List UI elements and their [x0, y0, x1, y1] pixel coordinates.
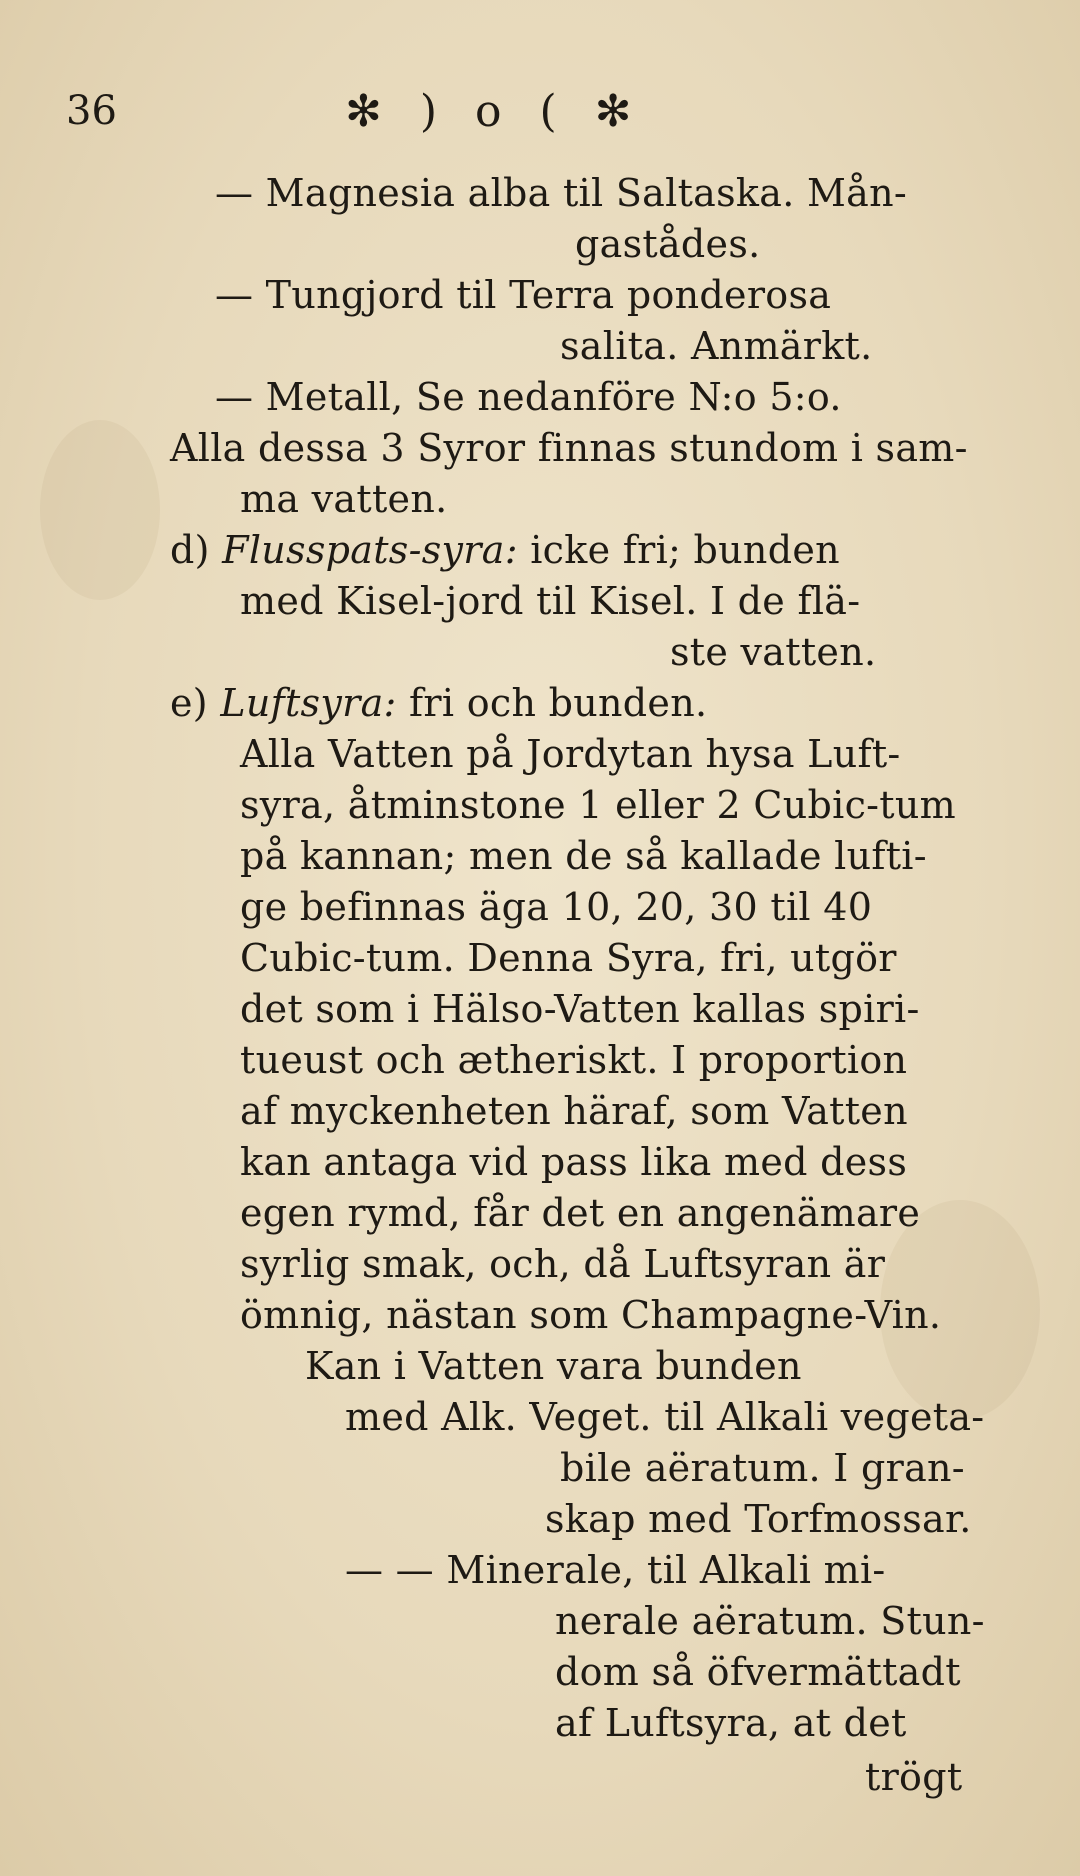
- page-header: [0, 82, 1080, 142]
- text-line: — Tungjord til Terra ponderosa: [215, 273, 832, 317]
- entry-term: Luftsyra:: [220, 681, 397, 725]
- entry-label: e): [170, 681, 208, 725]
- page-number: 36: [66, 88, 117, 134]
- text-line: tueust och ætheriskt. I proportion: [240, 1038, 908, 1082]
- text-line: nerale aëratum. Stun-: [555, 1599, 985, 1643]
- text-line: af myckenheten häraf, som Vatten: [240, 1089, 908, 1133]
- text-line: egen rymd, får det en angenämare: [240, 1191, 921, 1235]
- text-line: — Magnesia alba til Saltaska. Mån-: [215, 171, 908, 215]
- text-line: med Alk. Veget. til Alkali vegeta-: [345, 1395, 985, 1439]
- text-line: Alla dessa 3 Syror finnas stundom i sam-: [170, 426, 968, 470]
- text-line: Kan i Vatten vara bunden: [305, 1344, 802, 1388]
- text-line: Alla Vatten på Jordytan hysa Luft-: [240, 732, 901, 776]
- text-line: af Luftsyra, at det: [555, 1701, 907, 1745]
- text-line: Cubic-tum. Denna Syra, fri, utgör: [240, 936, 897, 980]
- text-line: syrlig smak, och, då Luftsyran är: [240, 1242, 886, 1286]
- entry-line-e: [170, 680, 707, 726]
- catchword: trögt: [865, 1755, 963, 1799]
- text-line: kan antaga vid pass lika med dess: [240, 1140, 908, 1184]
- text-line: salita. Anmärkt.: [560, 324, 873, 368]
- entry-text: icke fri; bunden: [517, 528, 840, 572]
- text-line: gastådes.: [575, 222, 761, 266]
- text-line: bile aëratum. I gran-: [560, 1446, 965, 1490]
- text-line: — Metall, Se nedanföre N:o 5:o.: [215, 375, 842, 419]
- text-line: ma vatten.: [240, 477, 448, 521]
- text-line: ömnig, nästan som Champagne-Vin.: [240, 1293, 942, 1337]
- text-line: det som i Hälso-Vatten kallas spiri-: [240, 987, 920, 1031]
- running-head: ✻ ) o ( ✻: [345, 86, 644, 137]
- text-line: på kannan; men de så kallade lufti-: [240, 834, 927, 878]
- entry-text: fri och bunden.: [396, 681, 708, 725]
- text-line: dom så öfvermättadt: [555, 1650, 961, 1694]
- text-line: skap med Torfmossar.: [545, 1497, 972, 1541]
- text-line: med Kisel-jord til Kisel. I de flä-: [240, 579, 861, 623]
- entry-label: d): [170, 528, 210, 572]
- text-line: ge befinnas äga 10, 20, 30 til 40: [240, 885, 873, 929]
- text-line: syra, åtminstone 1 eller 2 Cubic-tum: [240, 783, 956, 827]
- entry-line-d: [170, 527, 840, 573]
- entry-term: Flusspats-syra:: [222, 528, 518, 572]
- text-line: — — Minerale, til Alkali mi-: [345, 1548, 886, 1592]
- paper-stain: [40, 420, 160, 600]
- text-line: ste vatten.: [670, 630, 877, 674]
